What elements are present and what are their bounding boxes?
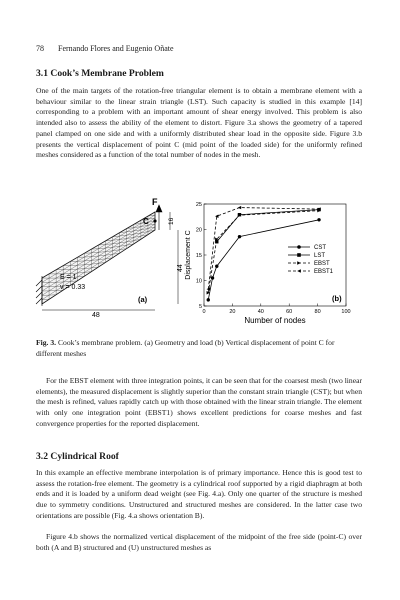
- legend-label: LST: [314, 253, 326, 259]
- point-c-marker: [153, 219, 156, 222]
- panel-a-label: (a): [138, 295, 148, 304]
- ebst-paragraph: For the EBST element with three integration points, it can be seen that for the coarsest mesh (two linear elements), the measured displacement is slightly superior than the constant strain triangle (CST); but when the mesh is refined, values rapidly catch up with those obtained with the linear strain triangle. The element with only one integration point (EBST1) shows excellent predictions for coarse meshes and fast convergence properties for the reported displacement.: [36, 376, 362, 428]
- running-header-authors: Fernando Flores and Eugenio Oñate: [58, 44, 174, 53]
- data-point: [215, 265, 218, 268]
- load-label: F: [152, 197, 158, 207]
- figure-a-geometry: [30, 196, 190, 318]
- data-point: [207, 298, 210, 301]
- data-point: [238, 235, 241, 238]
- material-nu-label: ν = 0.33: [60, 284, 86, 291]
- figure-caption: [36, 338, 362, 359]
- legend-label: EBST: [314, 261, 330, 267]
- legend-label: CST: [314, 245, 326, 251]
- section2-paragraph-2: Figure 4.b shows the normalized vertical displacement of the midpoint of the free side (point-C) over both (A and B) structured and (U) unstructured meshes as: [36, 532, 362, 552]
- caption-label: Fig. 3.: [36, 338, 57, 347]
- section-title-cylindrical-roof: 3.2 Cylindrical Roof: [36, 451, 119, 462]
- figure-b-chart: [176, 198, 356, 328]
- y-axis-label: Displacement C: [185, 230, 192, 280]
- y-tick-label: 15: [195, 253, 202, 259]
- panel-b-label: (b): [332, 294, 342, 303]
- data-point: [317, 218, 320, 221]
- x-tick-label: 80: [314, 309, 321, 315]
- x-tick-label: 100: [341, 309, 351, 315]
- section1-paragraph: One of the main targets of the rotation-free triangular element is to obtain a membrane element with a behaviour similar to the linear strain triangle (LST). Such capacity is studied in this example [14] corresponding to a problem with an important amount of shear energy involved. This problem is also intended also to assess the ability of the element to distort. Figure 3.a shows the geometry of a tapered panel clamped on one side and with a uniformly distributed shear load in the opposite side. Figure 3.b presents the vertical displacement of point C (mid point of the loaded side) for the uniformly refined meshes considered as a function of the total number of nodes in the mesh.: [36, 86, 362, 160]
- series-line: [208, 208, 319, 290]
- dim-48-label: 48: [92, 312, 100, 318]
- legend-marker: [297, 261, 301, 265]
- legend-item-ebst: [288, 261, 330, 267]
- legend: [288, 245, 334, 275]
- x-ticks: [202, 304, 350, 316]
- x-axis-label: Number of nodes: [244, 316, 306, 325]
- legend-item-lst: [288, 253, 325, 259]
- material-e-label: E = 1: [60, 274, 77, 281]
- point-c-label: C: [143, 217, 149, 226]
- series-line: [217, 210, 319, 242]
- running-header: [36, 44, 174, 53]
- legend-label: EBST1: [314, 269, 334, 275]
- y-tick-label: 10: [195, 278, 202, 285]
- y-tick-label: 5: [198, 304, 202, 310]
- section2-paragraph-1: In this example an effective membrane interpolation is of primary importance. Hence this is good test to assess the rotation-free element. The geometry is a cylindrical roof supported by a rigid diaphragm at both ends and it is loaded by a uniform dead weight (see Fig. 4.a). Only one quarter of the structure is meshed due to symmetry conditions. Unstructured and structured meshes are considered. In the latter case two orientations are possible (Fig. 4.a shows orientation B).: [36, 468, 362, 520]
- series-ebst: [207, 209, 321, 295]
- dim-44-label: 44: [177, 264, 184, 272]
- clamp-support: [36, 276, 42, 306]
- shear-load-arrows: [156, 205, 162, 230]
- dimension-lines: [42, 212, 178, 310]
- section-title-cooks-membrane: 3.1 Cook’s Membrane Problem: [36, 68, 164, 79]
- caption-text: Cook’s membrane problem. (a) Geometry and load (b) Vertical displacement of point C for different meshes: [36, 338, 335, 358]
- page-number: 78: [36, 44, 44, 53]
- y-tick-label: 25: [195, 202, 202, 208]
- legend-item-ebst1: [288, 269, 334, 275]
- legend-marker: [297, 253, 301, 257]
- y-tick-label: 20: [195, 227, 202, 234]
- legend-marker: [297, 245, 301, 249]
- x-tick-label: 40: [257, 309, 264, 315]
- x-tick-label: 60: [286, 309, 293, 315]
- y-ticks: [196, 202, 207, 310]
- x-tick-label: 20: [229, 309, 236, 315]
- dim-16-label: 16: [168, 217, 175, 225]
- legend-item-cst: [288, 245, 326, 251]
- x-tick-label: 0: [202, 309, 206, 315]
- series-ebst1: [207, 206, 321, 291]
- series-group: [207, 206, 321, 302]
- data-point: [211, 276, 214, 279]
- data-point: [238, 206, 241, 209]
- series-cst: [207, 218, 321, 301]
- legend-marker: [297, 269, 301, 273]
